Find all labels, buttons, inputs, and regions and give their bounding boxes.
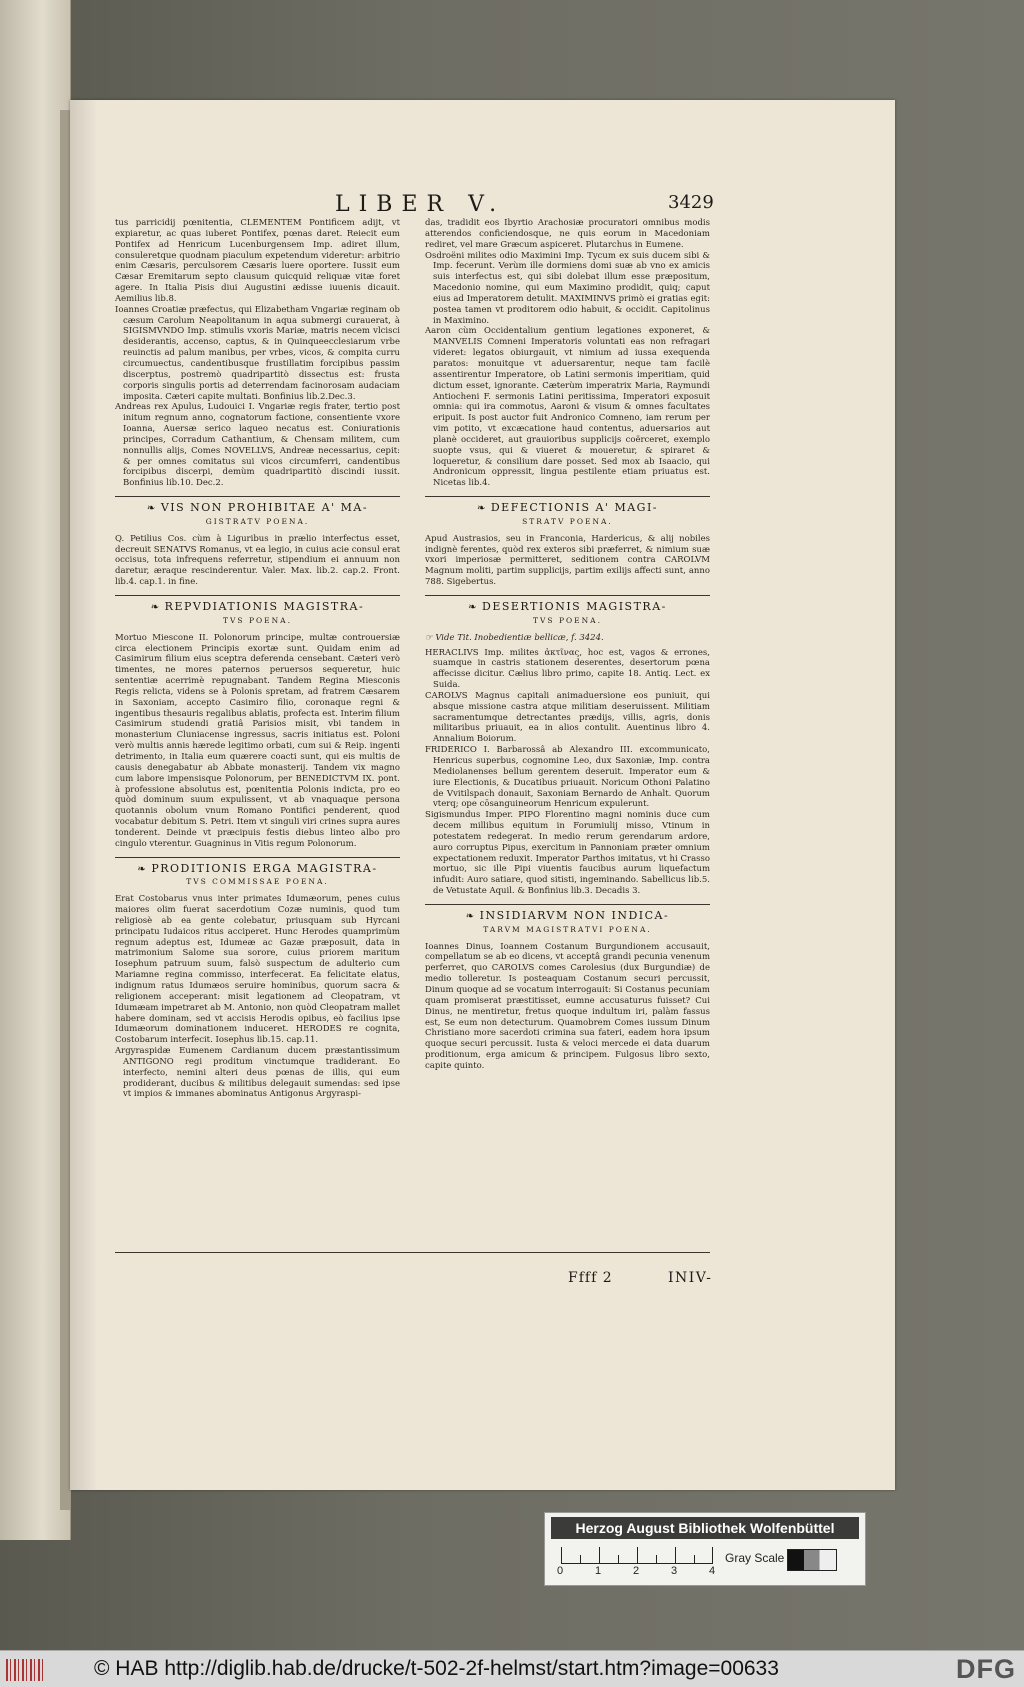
fleuron-icon: ❧ [465, 910, 476, 922]
ruler-numbers: 0 1 2 3 4 [557, 1565, 716, 1577]
section-title: ❧ DEFECTIONIS A' MAGI- [476, 501, 659, 515]
paragraph: Erat Costobarus vnus inter primates Idumæorum, penes cuius maiores olim fuerat sacerdotium Cozæ numinis, quod tum religiosè ab ea gente colebatur, priusquam sub Hyrcani principatu Iudaicos ritus acciperet. Hunc Herodes quamprimùm regnum adeptus est, Idumeæ ac Gazæ præposuit, data in matrimonium Salome sua sorore, cuius priorem maritum Iosephum patruum suum, falsò suspectum de adulterio cum Mariamne regina commisso, interfecerat. Ea felicitate elatus, indignum ratus Idumæos seruire hominibus, quorum sacra & religionem acceperant: misit legationem ad Cleopatram, vt Idumæam impetraret ab M. Antonio, non quòd Cleopatram mallet habere dominam, sed vt accisis Herodis opibus, eò facilius ipse Idumæorum dominationem induceret. HERODES re cognita, Costobarum interfecit. Iosephus lib.15. cap.11. [115, 894, 400, 1046]
section-heading [115, 496, 400, 528]
bottom-rule [115, 1252, 710, 1253]
paragraph: Mortuo Miescone II. Polonorum principe, multæ controuersiæ circa electionem Principis exortæ sunt. Quidam enim ad Casimirum filium eius sceptra deferenda censebant. Cæteri verò timentes, ne mores paternos peruersos sequeretur, huic sententiæ acerrimè repugnabant. Tandem Regina Miesconis Regis relicta, videns se à Polonis spretam, ad fratrem Cæsarem in Saxoniam, accepto Casimiro filio, coronaque regni & ingentibus thesauris regalibus ablatis, profecta est. Interim filium Casimirum studendi gratiâ Parisios misit, vbi tandem in monasterium Cluniacense ingressus, sacris initiatus est. Poloni verò multis annis hærede legitimo orbati, cum sui & Reip. ingenti detrimento, in Italia eum quærere coacti sunt, qui eis multis de causis denegabatur ab Abbate monasterij. Tandem vix magno cum labore impensisque Polonorum, per BENEDICTVM IX. pont. à professione absolutus est, pœnitentia Polonis indicta, pro eo quòd dominum suum expulissent, vt ab vnaquaque persona quotannis obolum vnum Romano Pontifici penderent, quod vocabatur debitum S. Petri. Item vt singuli viri crines supra aures tonderent. Deinde vt præcipuis festis diebus linteo albo pro cingulo vterentur. Guagninus in Vitis regum Polonorum. [115, 632, 400, 849]
section-heading [115, 595, 400, 627]
fleuron-icon: ❧ [150, 602, 161, 613]
section-heading [425, 595, 710, 627]
paragraph: Aaron cùm Occidentalium gentium legationes exponeret, & MANVELIS Comneni Imperatoris voluntati eas non refragari videret: legatos obiurgauit, vt nimium ad iussa exequenda paratos: monuitque vt aduersarentur, neque tam facilè assentirentur Imperatore, ob Latini sermonis imperitiam, quid dictum esset, ignorante. Cæterùm imperatrix Maria, Raymundi Antiocheni F. sermonis Latini peritissima, Imperatori exposuit omnia: qui ira commotus, Aaroni & visum & omnes facultates eripuit. Is post auctor fuit Andronico Comneno, iam rerum per vim potito, vt excæcatione haud contentus, aduersarios aut planè occideret, aut grauioribus supplicijs coërceret, exemplo suopte vsus, qui & viueret & moueretur, & spiraret & loqueretur, & consilium dare posset. Sed mox ab Isaacio, qui Andronicum oppressit, lingua pestilente etiam priuatus est. Nicetas lib.4. [425, 326, 710, 489]
catchword: INIV- [668, 1270, 713, 1286]
section-subtitle: STRATV POENA. [522, 516, 613, 526]
ruler-scale [561, 1547, 713, 1564]
section-title: ❧ DESERTIONIS MAGISTRA- [468, 600, 667, 613]
left-column [115, 218, 400, 1100]
hab-logo-icon [6, 1659, 46, 1681]
paragraph: Q. Petilius Cos. cùm à Liguribus in prælio interfectus esset, decreuit SENATVS Romanus, vt ea legio, in cuius acie consul erat occisus, tota infrequens referretur, stipendium ei annuum non daretur, æraque rescinderentur. Valer. Max. lib.2. cap.2. Front. lib.4. cap.1. in fine. [115, 533, 400, 588]
paragraph: CAROLVS Magnus capitali animaduersione eos puniuit, qui absque missione castra atque militiam deseruissent. Militiam sacramentumque detrectantes prædijs, villis, agris, donis militaribus priuauit, ea in alios contulit. Auentinus libro 4. Annalium Boiorum. [425, 690, 710, 745]
paragraph: Osdroëni milites odio Maximini Imp. Tycum ex suis ducem sibi & Imp. fecerunt. Verùm ille dormiens domi suæ ab vno ex amicis suis interfectus est, qui sibi dolebat illum esse præpositum, Macedonio nomine, qui eum Maximino prodidit, quiq; caput eius ad Imperatorem detulit. MAXIMINVS primò ei gratias egit: postea tamen vt proditorem odio habuit, & occidit. Capitolinus in Maximino. [425, 250, 710, 326]
paragraph: Sigismundus Imper. PIPO Florentino magni nominis duce cum decem millibus equitum in Forumiulij misso, Vtinum in potestatem redegerat. In medio rerum gerendarum ardore, auro corruptus Pipus, exercitum in Pannoniam præter omnium expectationem reduxit. Imperator Parthos imitatus, vt hi Crasso mortuo, sic ille Pipi viuentis faucibus aurum liquefactum infudit: Auro satiare, quod sitisti, ingeminando. Sabellicus lib.5. de Vetustate Aquil. & Bonfinius lib.3. Decadis 3. [425, 810, 710, 897]
section-title: ❧ VIS NON PROHIBITAE A' MA- [146, 501, 369, 515]
page-number: 3429 [668, 192, 714, 213]
section-heading [425, 904, 710, 936]
paragraph: Ioannes Dinus, Ioannem Costanum Burgundionem accusauit, compellatum se ab eo dicens, vt acceptâ grandi pecunia venenum perferret, quo CAROLVS comes Carolesius (dux Burgundiæ) de medio tolleretur. Is posteaquam Costanum securi percussit, Dinum quoque ad se vocatum interrogauit: Si Costanus pecuniam quam promiserat præstitisset, eumne accusaturus fuisset? Cui Dinus, ne mentiretur, fretus quoque indultum iri, palàm fassus est, Se eum non detecturum. Quamobrem Comes iussum Dinum Christiano more sacerdoti crimina sua fateri, eadem hora ipsum quoque securi percussit. Iusta & veloci mercede ei data duarum proditionum, erga amicum & principem. Fulgosus libro sexto, capite quinto. [425, 941, 710, 1071]
dfg-logo: DFG [956, 1654, 1016, 1684]
cross-reference: ☞ Vide Tit. Inobedientiæ bellicæ, f. 3424. [425, 632, 604, 643]
facing-page-edge [0, 0, 71, 1540]
page-gutter [60, 110, 70, 1510]
paragraph: tus parricidij pœnitentia, CLEMENTEM Pontificem adijt, vt expiaretur, ac quas iuberet Pontifex, pœnas daret. Reiecit eum Pontifex ad Henricum Lucenburgensem Imp. adiret illum, consuleretque quodnam piaculum expetendum videretur: arbitrio enim Cæsaris, perculsorem Cæsaris luere oportere. Iussit eum Cæsar Eremitarum septo clausum quicquid reliquæ vitæ foret agere. In Italia Pisis diui Augustini ædisse iuuenis dicauit. Aemilius lib.8. [115, 218, 400, 304]
fleuron-icon: ❧ [476, 503, 487, 515]
paragraph: das, tradidit eos Ibyrtio Arachosiæ procuratori omnibus modis atterendos conficiendosque, ne quis eorum in Macedoniam rediret, vel mare Græcum aspiceret. Plutarchus in Eumene. [425, 218, 710, 250]
fleuron-icon: ❧ [137, 863, 148, 875]
section-subtitle: GISTRATV POENA. [205, 516, 310, 526]
paragraph: FRIDERICO I. Barbarossâ ab Alexandro III. excommunicato, Henricus superbus, cognomine Leo, dux Saxoniæ, Imp. contra Mediolanenses bellum gerentem deseruit. Imperator eum & iure Electionis, & Ducatibus priuauit. Noricum Othoni Palatino de Vvitilspach donauit, Saxoniam Bernardo de Anhalt. Quorum vterq; ope cōsanguineorum Henricum expulerunt. [425, 745, 710, 810]
paragraph: HERACLIVS Imp. milites ἀκτῖνας, hoc est, vagos & errones, suamque in castris stationem deserentes, desertorum pœna affecisse dicitur. Cælius libro primo, capite 18. Antiq. Lect. ex Suida. [425, 647, 710, 691]
fleuron-icon: ❧ [146, 503, 157, 515]
running-head: LIBER V. [335, 192, 506, 217]
section-title: ❧ REPVDIATIONIS MAGISTRA- [150, 600, 365, 613]
paragraph: Andreas rex Apulus, Ludouici I. Vngariæ regis frater, tertio post initum regnum anno, cognatorum factione, consentiente vxore Ioanna, Auersæ serico laqueo necatus est. Coniurationis principes, Corradum Cathantium, & Chensam militem, cum nonnullis alijs, Comes NOVELLVS, Andreæ necessarius, cepit: & per omnes comitatus sui vicos circumferri, candentibus forcipibus discerpi, demùm quadripartitò discindi iussit. Bonfinius lib.10. Dec.2. [115, 402, 400, 489]
color-calibration-card [544, 1512, 866, 1586]
gray-scale-label: Gray Scale [725, 1551, 785, 1565]
signature-mark: Ffff 2 [568, 1270, 613, 1286]
footer-bar [0, 1650, 1024, 1687]
section-subtitle: TVS POENA. [223, 615, 292, 625]
library-name: Herzog August Bibliothek Wolfenbüttel [551, 1517, 859, 1539]
section-subtitle: TVS COMMISSAE POENA. [186, 877, 329, 887]
paragraph: Argyraspidæ Eumenem Cardianum ducem præstantissimum ANTIGONO regi proditum vinctumque tradiderant. Eo interfecto, nemini alteri deus pœnas de illis, qui eum prodiderant, ducibus & militibus delegauit sumendas: sed ipse vt impios & immanes abominatus Antigonus Argyraspi- [115, 1046, 400, 1100]
paragraph: Ioannes Croatiæ præfectus, qui Elizabetham Vngariæ reginam ob cæsum Carolum Neapolitanum in aqua submergi curauerat, à SIGISMVNDO Imp. stimulis vxoris Mariæ, matris necem vlcisci desiderantis, accenso, captus, & in Quinqueecclesiarum vrbe reuinctis ad palum manibus, per vrbes, vicos, & compita curru circumuectus, candentibusque frustillatim forcipibus passim discerptus, postremò quadripartitò dissectus est: frusta corporis singulis portis ad deterrendam facinorosam audaciam imposita. Cæteri capite multati. Bonfinius lib.2.Dec.3. [115, 304, 400, 402]
section-subtitle: TARVM MAGISTRATVI POENA. [483, 924, 652, 934]
section-title: ❧ INSIDIARVM NON INDICA- [465, 908, 670, 922]
fleuron-icon: ❧ [468, 602, 478, 613]
section-subtitle: TVS POENA. [533, 615, 602, 625]
section-title: ❧ PRODITIONIS ERGA MAGISTRA- [137, 861, 378, 875]
paragraph: Apud Austrasios, seu in Franconia, Hardericus, & alij nobiles indignè ferentes, quòd rex exteros sibi præferret, & nimium suæ vxori imperiosæ permitteret, seditionem contra CAROLVM Magnum moliti, partim supplicijs, partim exilijs affecti sunt, anno 788. Sigebertus. [425, 533, 710, 588]
book-page [70, 100, 895, 1490]
copyright-url[interactable]: © HAB http://diglib.hab.de/drucke/t-502-2f-helmst/start.htm?image=00633 [94, 1657, 779, 1680]
right-column [425, 218, 710, 1072]
section-heading [425, 496, 710, 528]
gray-scale-swatch [787, 1549, 837, 1571]
section-heading [115, 857, 400, 889]
